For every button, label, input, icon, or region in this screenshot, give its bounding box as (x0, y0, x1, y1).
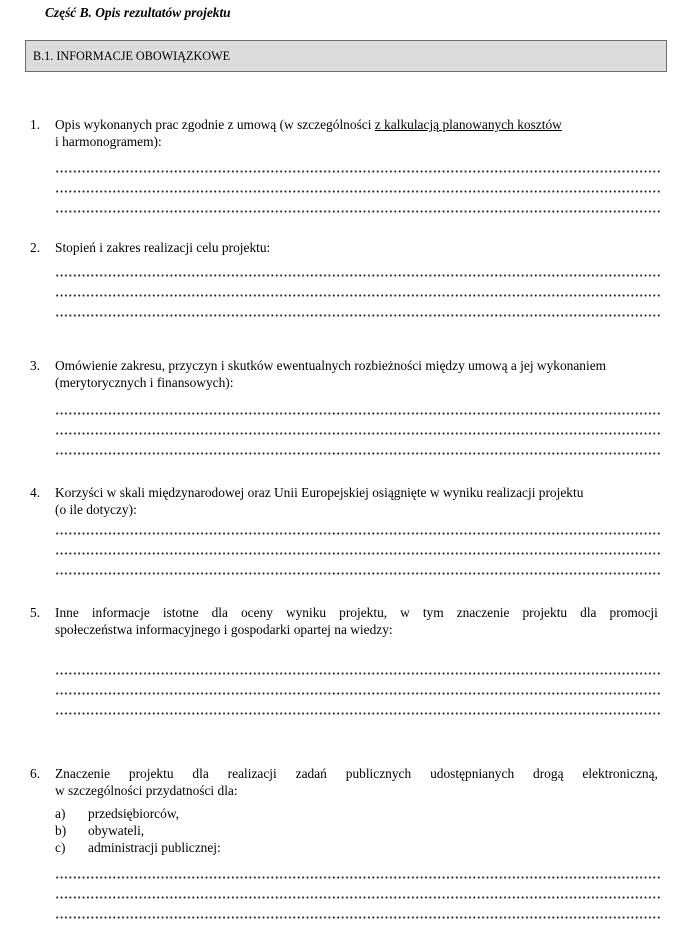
sub-item-letter: c) (55, 840, 66, 855)
answer-dotted-line[interactable] (55, 432, 660, 435)
question-line: społeczeństwa informacyjnego i gospodarki opartej na wiedzy: (55, 622, 393, 637)
question-line: (o ile dotyczy): (55, 502, 137, 517)
word: elektroniczną, (582, 766, 658, 781)
answer-dotted-line[interactable] (55, 412, 660, 415)
sub-item-text: przedsiębiorców, (88, 806, 179, 821)
question-line (55, 116, 562, 133)
question-number: 5. (30, 605, 41, 620)
word: Znaczenie (55, 766, 111, 781)
question-line: Stopień i zakres realizacji celu projektu: (55, 240, 271, 255)
section-header-label: B.1. INFORMACJE OBOWIĄZKOWE (33, 49, 231, 63)
question-line: (merytorycznych i finansowych): (55, 375, 234, 390)
word: w (400, 605, 410, 620)
answer-dotted-line[interactable] (55, 916, 660, 919)
word: znaczenie (456, 605, 510, 620)
answer-dotted-line[interactable] (55, 692, 660, 695)
answer-dotted-line[interactable] (55, 452, 660, 455)
question-number: 6. (30, 766, 41, 781)
word: dla (211, 605, 228, 620)
answer-dotted-line[interactable] (55, 552, 660, 555)
answer-dotted-line[interactable] (55, 190, 660, 193)
sub-item-letter: a) (55, 806, 66, 821)
question-text (55, 239, 270, 256)
answer-dotted-line[interactable] (55, 572, 660, 575)
question-line: i harmonogramem): (55, 134, 162, 149)
word: oceny (240, 605, 273, 620)
answer-dotted-line[interactable] (55, 896, 660, 899)
question-text (55, 357, 606, 391)
question-number: 3. (30, 358, 41, 373)
answer-dotted-line[interactable] (55, 274, 660, 277)
question-line-part: Opis wykonanych prac zgodnie z umową (w szczególności (55, 117, 375, 132)
question-number: 2. (30, 240, 41, 255)
question-line (55, 604, 658, 621)
answer-dotted-line[interactable] (55, 210, 660, 213)
question-line: w szczególności przydatności dla: (55, 783, 238, 798)
question-number: 1. (30, 117, 41, 132)
word: udostępnianych (430, 766, 515, 781)
section-header-box (25, 40, 667, 72)
answer-dotted-line[interactable] (55, 314, 660, 317)
word: istotne (162, 605, 199, 620)
question-line (55, 765, 658, 782)
sub-item-text: obywateli, (88, 823, 145, 838)
word: realizacji (227, 766, 277, 781)
answer-dotted-line[interactable] (55, 712, 660, 715)
word: drogą (533, 766, 564, 781)
word: dla (192, 766, 209, 781)
question-text (55, 116, 562, 150)
word: tym (422, 605, 444, 620)
word: Inne (55, 605, 79, 620)
word: zadań (295, 766, 327, 781)
sub-item-letter: b) (55, 823, 67, 838)
answer-dotted-line[interactable] (55, 876, 660, 879)
question-text (55, 604, 658, 638)
word: dla (580, 605, 597, 620)
sub-item-text: administracji publicznej: (88, 840, 221, 855)
answer-dotted-line[interactable] (55, 170, 660, 173)
answer-dotted-line[interactable] (55, 294, 660, 297)
underlined-phrase: z kalkulacją planowanych kosztów (374, 117, 562, 132)
question-line: Korzyści w skali międzynarodowej oraz Unii Europejskiej osiągnięte w wyniku realizacji projektu (55, 485, 584, 500)
question-line: Omówienie zakresu, przyczyn i skutków ewentualnych rozbieżności między umową a jej wykonaniem (55, 358, 607, 373)
word: projektu (128, 766, 174, 781)
word: wyniku (285, 605, 327, 620)
word: informacje (91, 605, 150, 620)
word: promocji (609, 605, 658, 620)
question-text (55, 765, 658, 799)
word: publicznych (345, 766, 412, 781)
answer-dotted-line[interactable] (55, 532, 660, 535)
word: projektu, (339, 605, 388, 620)
question-text (55, 484, 583, 518)
question-number: 4. (30, 485, 41, 500)
word: projektu (522, 605, 568, 620)
section-title: Część B. Opis rezultatów projektu (45, 5, 231, 20)
answer-dotted-line[interactable] (55, 672, 660, 675)
